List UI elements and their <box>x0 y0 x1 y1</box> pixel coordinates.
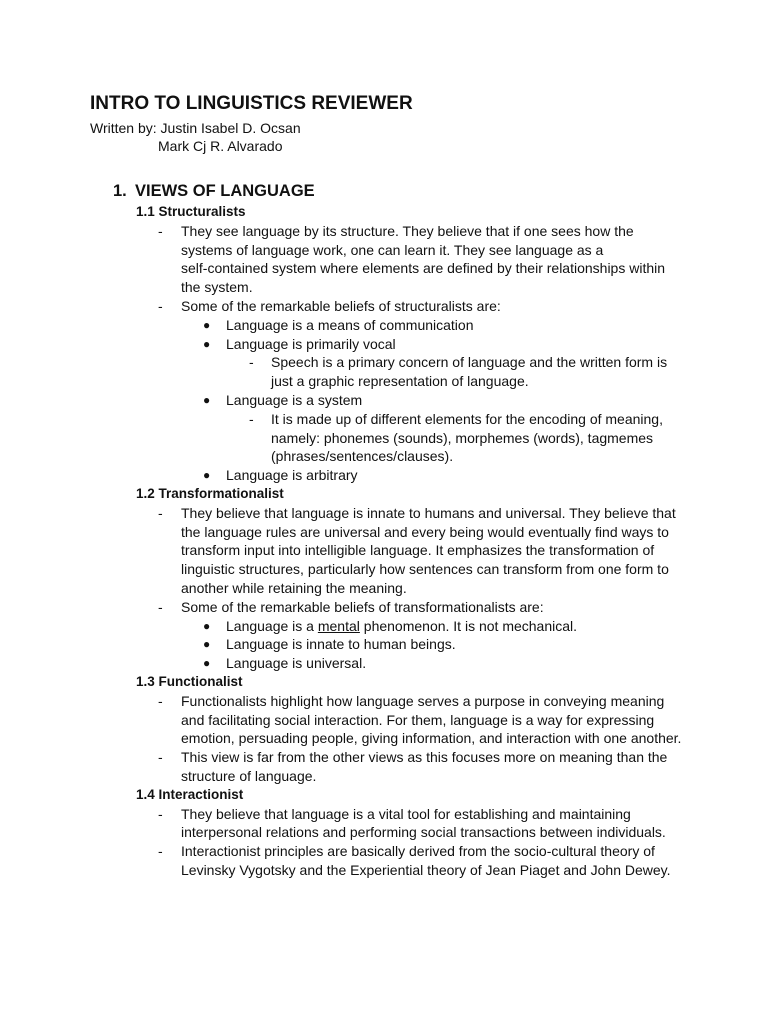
dash-item <box>0 842 768 880</box>
dash-marker: - <box>158 843 163 860</box>
dash-marker: - <box>158 504 163 521</box>
bullet-text-post: phenomenon. It is not mechanical. <box>359 617 578 634</box>
bullet-item <box>0 335 768 354</box>
dash-item <box>0 805 768 843</box>
dash-item <box>0 748 768 786</box>
author-line-1: Written by: Justin Isabel D. Ocsan <box>90 120 301 136</box>
bullet-text: Language is a means of communication <box>226 316 474 333</box>
bullet-item <box>0 635 768 654</box>
subsection-heading-structuralists: 1.1 Structuralists <box>136 204 246 219</box>
dash-item <box>0 297 768 316</box>
text-line: namely: phonemes (sounds), morphemes (words), tagmemes <box>271 429 654 446</box>
bullet-text: Language is a system <box>226 391 363 408</box>
document-body <box>0 203 768 880</box>
bullet-item <box>0 466 768 485</box>
bullet-item <box>0 391 768 410</box>
bullet-text: Language is universal. <box>226 655 367 672</box>
text-line: self-contained system where elements are defined by their relationships within <box>181 260 666 277</box>
subsection-heading-functionalist: 1.3 Functionalist <box>136 673 243 689</box>
bullet-item <box>0 617 768 636</box>
text-line: They believe that language is innate to humans and universal. They believe that <box>181 504 676 521</box>
text-line: systems of language work, one can learn it. They see language as a <box>181 241 604 258</box>
nested-dash-item <box>0 353 768 391</box>
text-line: They believe that language is a vital tool for establishing and maintaining <box>181 805 631 822</box>
bullet-item <box>0 654 768 673</box>
dash-marker: - <box>158 222 163 239</box>
dash-item <box>0 692 768 748</box>
text-line: It is made up of different elements for the encoding of meaning, <box>271 410 663 427</box>
bullet-text <box>226 618 577 634</box>
bullet-marker: ● <box>203 468 211 483</box>
text-line: structure of language. <box>181 767 317 784</box>
bullet-text-pre: Language is a <box>226 617 318 634</box>
dash-marker: - <box>249 354 254 371</box>
authors-block <box>90 119 301 155</box>
text-line: the system. <box>181 279 253 296</box>
dash-marker: - <box>158 692 163 709</box>
text-line: They see language by its structure. They believe that if one sees how the <box>181 222 634 239</box>
text-line: another while retaining the meaning. <box>181 579 407 596</box>
text-line: transform input into intelligible language. It emphasizes the transformation of <box>181 542 655 559</box>
bullet-marker: ● <box>203 618 211 633</box>
dash-marker: - <box>249 410 254 427</box>
dash-marker: - <box>158 598 163 615</box>
text-line: This view is far from the other views as this focuses more on meaning than the <box>181 749 668 766</box>
bullet-text: Language is arbitrary <box>226 467 358 484</box>
subsection-heading-interactionist: 1.4 Interactionist <box>136 786 244 802</box>
bullet-marker: ● <box>203 336 211 351</box>
bullet-marker: ● <box>203 637 211 652</box>
dash-item <box>0 222 768 297</box>
text-line: just a graphic representation of language. <box>271 373 529 390</box>
dash-marker: - <box>158 749 163 766</box>
text-line: Speech is a primary concern of language and the written form is <box>271 354 668 371</box>
text-line: linguistic structures, particularly how sentences can transform from one form to <box>181 561 669 578</box>
section-heading <box>113 182 315 201</box>
dash-item <box>0 504 768 598</box>
text-line: and facilitating social interaction. For them, language is a way for expressing <box>181 711 655 728</box>
text-line: the language rules are universal and every being would eventually find ways to <box>181 523 669 540</box>
underlined-word: mental <box>317 617 360 634</box>
bullet-item <box>0 316 768 335</box>
dash-marker: - <box>158 805 163 822</box>
text-line: Levinsky Vygotsky and the Experiential theory of Jean Piaget and John Dewey. <box>181 861 671 878</box>
section-number: 1. <box>113 182 127 200</box>
text-line: emotion, persuading people, giving information, and interaction with one another. <box>181 730 682 747</box>
bullet-marker: ● <box>203 317 211 332</box>
dash-marker: - <box>158 297 163 314</box>
dash-item <box>0 598 768 617</box>
text-line: Interactionist principles are basically derived from the socio-cultural theory of <box>181 843 655 860</box>
bullet-text: Language is primarily vocal <box>226 335 396 352</box>
document-title: INTRO TO LINGUISTICS REVIEWER <box>90 93 413 114</box>
text-line: Some of the remarkable beliefs of transformationalists are: <box>181 598 544 615</box>
bullet-text: Language is innate to human beings. <box>226 636 456 653</box>
section-title: VIEWS OF LANGUAGE <box>135 182 315 200</box>
bullet-marker: ● <box>203 392 211 407</box>
text-line: (phrases/sentences/clauses). <box>271 448 454 465</box>
nested-dash-item <box>0 410 768 466</box>
bullet-marker: ● <box>203 656 211 671</box>
author-line-2: Mark Cj R. Alvarado <box>158 138 283 154</box>
text-line: Some of the remarkable beliefs of structuralists are: <box>181 297 501 314</box>
subsection-heading-transformationalist: 1.2 Transformationalist <box>136 485 284 501</box>
text-line: interpersonal relations and performing social transactions between individuals. <box>181 824 666 841</box>
text-line: Functionalists highlight how language serves a purpose in conveying meaning <box>181 692 665 709</box>
